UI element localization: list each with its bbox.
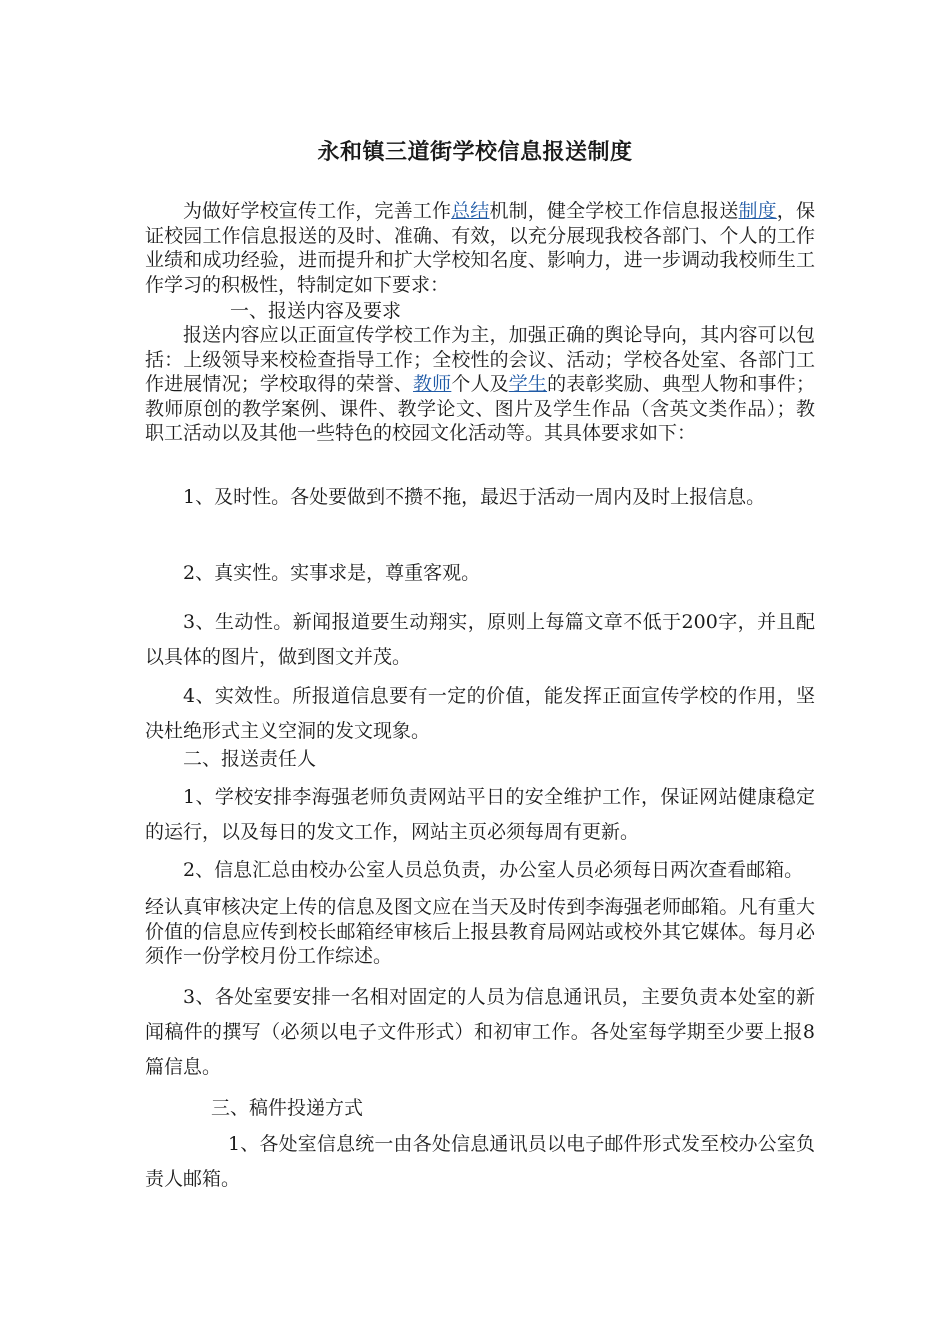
responsibility-item-2b: 经认真审核决定上传的信息及图文应在当天及时传到李海强老师邮箱。凡有重大价值的信息应传到校长邮箱经审核后上报县教育局网站或校外其它媒体。每月必须作一份学校月份工作综述。 [145,896,815,967]
requirement-item-1: 1、及时性。各处要做到不攒不拖，最迟于活动一周内及时上报信息。 [183,486,766,508]
intro-text-3: ，保证校园工作信息报送的及时、准确、有效，以充分展现我校各部门、个人的工作业绩和成功经验，进而提升和扩大学校知名度、影响力，进一步调动我校师生工作学习的积极性，特制定如下要求： [145,200,815,296]
section1-content [145,323,815,446]
link-teacher[interactable]: 教师 [413,373,452,395]
link-student[interactable]: 学生 [508,373,548,395]
section3-heading: 三、稿件投递方式 [211,1097,364,1119]
document-title: 永和镇三道街学校信息报送制度 [317,139,633,165]
link-summary[interactable]: 总结 [451,200,490,222]
intro-text-1: 为做好学校宣传工作，完善工作 [183,200,452,222]
section1-heading: 一、报送内容及要求 [230,300,402,322]
responsibility-item-1: 1、学校安排李海强老师负责网站平日的安全维护工作，保证网站健康稳定的运行，以及每日的发文工作，网站主页必须每周有更新。 [145,786,815,843]
intro-text-2: 机制，健全学校工作信息报送 [489,200,739,222]
section2-heading: 二、报送责任人 [183,748,317,770]
content-text-2: 个人及 [451,373,509,395]
requirement-item-3: 3、生动性。新闻报道要生动翔实，原则上每篇文章不低于200字，并且配以具体的图片，做到图文并茂。 [145,611,815,668]
responsibility-item-3: 3、各处室要安排一名相对固定的人员为信息通讯员，主要负责本处室的新闻稿件的撰写（必须以电子文件形式）和初审工作。各处室每学期至少要上报8篇信息。 [145,986,815,1078]
intro-paragraph [145,199,815,297]
requirement-item-4: 4、实效性。所报道信息要有一定的价值，能发挥正面宣传学校的作用，坚决杜绝形式主义空洞的发文现象。 [145,685,815,742]
content-text-3: 的表彰奖励、典型人物和事件；教师原创的教学案例、课件、教学论文、图片及学生作品（含英文类作品）；教职工活动以及其他一些特色的校园文化活动等。其具体要求如下： [145,373,815,444]
delivery-item-1: 1、各处室信息统一由各处信息通讯员以电子邮件形式发至校办公室负责人邮箱。 [145,1133,815,1190]
content-text-1: 报送内容应以正面宣传学校工作为主，加强正确的舆论导向，其内容可以包括：上级领导来校检查指导工作；全校性的会议、活动；学校各处室、各部门工作进展情况；学校取得的荣誉、 [145,324,815,395]
link-system[interactable]: 制度 [738,200,777,222]
responsibility-item-2a: 2、信息汇总由校办公室人员总负责，办公室人员必须每日两次查看邮箱。 [183,859,804,881]
requirement-item-2: 2、真实性。实事求是，尊重客观。 [183,562,481,584]
